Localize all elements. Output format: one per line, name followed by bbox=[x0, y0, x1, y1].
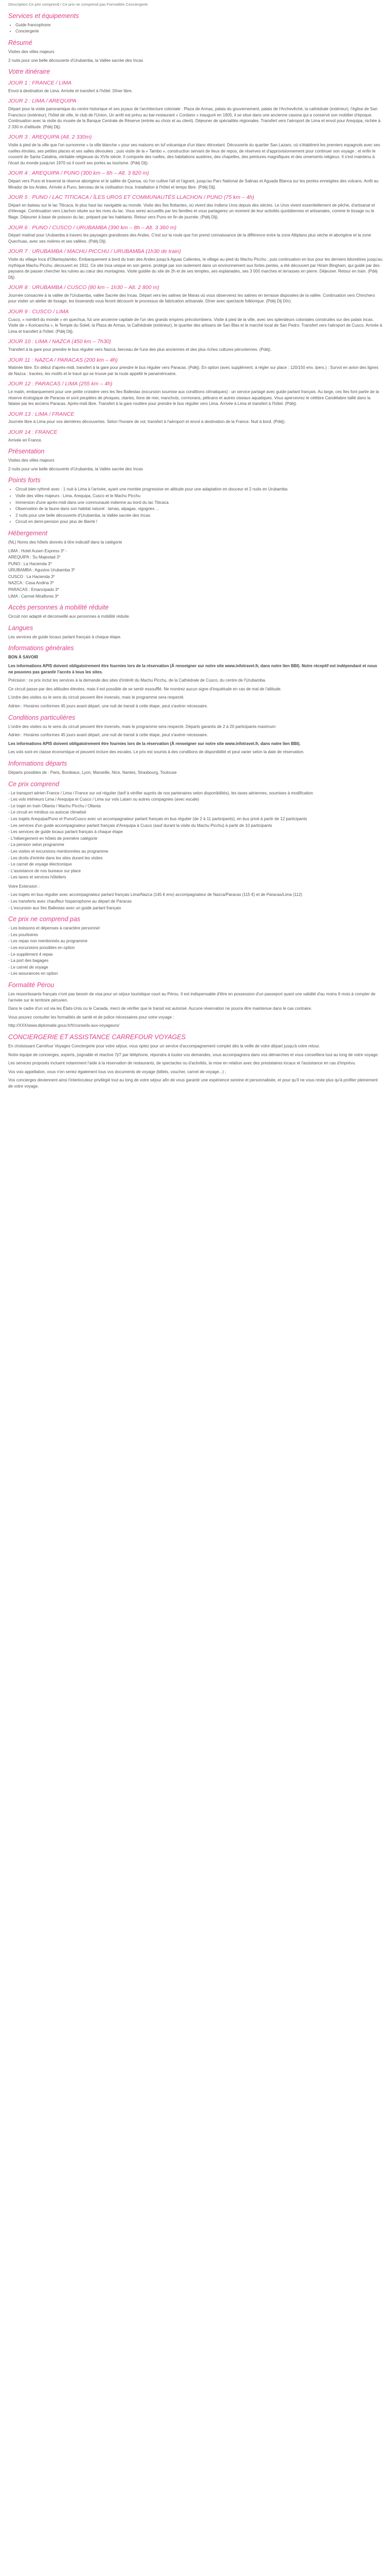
infos-generales-paragraph: Les informations APIS doivent obligatoirement être fournies lors de la réservation (À renseigner sur notre site www.infotravel.fr, dans notre lien BBI). Notre réceptif est indépendant et nous ne pouvons pas garantir l'accès à tous les sites. bbox=[8, 664, 378, 674]
services-title: Services et équipements bbox=[8, 12, 79, 20]
points-forts-item: • 2 nuits pour une belle découverte d'Urubamba, la Vallée sacrée des Incas bbox=[15, 513, 383, 519]
prix-ne-comprend-item: - Les assurances en option bbox=[8, 971, 58, 976]
day-title: JOUR 7 : URUBAMBA / MACHU PICCHU / URUBAMBA (1h30 de train) bbox=[8, 248, 181, 255]
resume-title: Résumé bbox=[8, 39, 32, 47]
infos-departs-title: Informations départs bbox=[8, 759, 67, 767]
day-text: Visite à pied de la ville que l'on surnomme « la ville blanche » pour ses maisons en tuf volcanique d'un blanc étincelant. Découverte du quartier San Lazaro, où s'établirent les premiers espagnols avec ses ruelles étroites, ses petites places et ses salles dévouées ; puis visite de la « Tambo », construction servant de lieux de repos, de réserves et d'approvisionnement pour continuer son voyage ; et enfin le couvent de Santa Catalina, véritable religieuse du XVIe siècle. Il comporte des ruelles, des habitations austères, des chapelles, des peintures magnifiques et des ornements religieux. Il s'est maintenu à l'écart du monde jusqu'en 1970 où il ouvrit ses portes au tourisme. (Pdéj Dlj). bbox=[8, 143, 380, 165]
prix-ne-comprend-item: - Le carnet de voyage bbox=[8, 964, 48, 970]
prix-comprend-item: - L'hébergement en hôtels de première catégorie bbox=[8, 836, 97, 841]
prix-comprend-item: - Les droits d'entrée dans les sites durant les visites bbox=[8, 855, 103, 860]
prix-comprend-item: - Les services d'un guide accompagnateur parlant français d'Arequipa à Cusco (sauf durant la visite du Machu Picchu) à partir de 10 participants bbox=[8, 823, 272, 828]
prix-comprend-item: - Les trajets Arequipa/Puno et Puno/Cusco avec un accompagnateur parlant français en bus régulier (de 2 à 11 participants), en bus privé à partir de 12 participants bbox=[8, 816, 307, 821]
day-text: Matinée libre. En début d'après-midi, transfert à la gare pour prendre le bus régulier vers Paracas. (Pdéj). En option (avec supplément, à régler sur place : 120/150 env. /pers.) : Survol en avion des lignes de Nazca : tracées, les motifs et le tracé qui se trouve par la route appellé le panaméricaine. bbox=[8, 365, 379, 376]
mobilite-title: Accès personnes à mobilité réduite bbox=[8, 604, 109, 612]
prix-ne-comprend-item: - Les pourboires bbox=[8, 932, 38, 937]
extension-list bbox=[8, 892, 383, 911]
hotel-item: CUSCO : La Hacienda 3* bbox=[8, 574, 55, 579]
extension-item: - Les trajets en bus régulier avec accompagnateur parlant français Lima/Nazca (145 € env) accompagnateur de Nazca/Paracas (115 €) et de Paracas/Lima (112) bbox=[8, 892, 302, 897]
prix-ne-comprend-item: - La port des bagages bbox=[8, 958, 48, 963]
day-title: JOUR 12 : PARACAS / LIMA (255 km – 4h) bbox=[8, 381, 112, 387]
prix-ne-comprend-list bbox=[8, 925, 383, 977]
day-text: Départ vers Puno et traversé la réserve aborigène et le sallée de Quinoa, où l'on cultive l'aïl et l'agrant, jusqu'au Parc National de Salinas et Aguada Blanca sur les pentes enneigées des volcans. Arrêt au Mirador de los Andes. Arrivée à Puno, berceau de la civilisation Inca. Installation à l'hôtel et temps libre. (Pdéj Dlj). bbox=[8, 178, 379, 190]
points-forts-item: • Visite des villes majeurs : Lima, Arequipa, Cusco et le Machu Picchu bbox=[15, 493, 383, 499]
day-title: JOUR 3 : AREQUIPA (Alt. 2 330m) bbox=[8, 134, 92, 141]
day-text: Transfert à la gare pour prendre le bus régulier vers Nazca, berceau de l'une des plus anciennes et des plus riches cultures péruviennes. (Pdéj). bbox=[8, 347, 272, 352]
presentation-title: Présentation bbox=[8, 448, 45, 455]
presentation-line: Visites des villes majeurs bbox=[8, 458, 55, 463]
day-title: JOUR 11 : NAZCA / PARACAS (200 km – 4h) bbox=[8, 357, 118, 363]
hotel-item: NAZCA : Casa Andina 3* bbox=[8, 581, 54, 586]
hotel-item: URUBAMBA : Agustos Urubamba 3* bbox=[8, 568, 75, 573]
hotel-item: AREQUIPA : Su Majestad 3* bbox=[8, 555, 61, 560]
points-forts-item: • Observation de la faune dans son habitat naturel : lamas, alpagas, vigognes ... bbox=[15, 506, 383, 512]
day-text: Envol à destination de Lima. Arrivée et transfert à l'hôtel. Dîner libre. bbox=[8, 88, 133, 93]
conditions-paragraph: Les informations APIS doivent obligatoirement être fournies lors de la réservation (À renseigner sur notre site www.infotravel.fr, dans notre lien BBI). bbox=[8, 741, 301, 746]
day-title: JOUR 5 : PUNO / LAC TITICACA / ÎLES UROS ET COMMUNAUTÉS LLACHON / PUNO (75 km – 4h) bbox=[8, 194, 254, 201]
formalite-paragraph: Vous pouvez consulter les formalités de santé et de police nécessaires pour votre voyage : bbox=[8, 1014, 174, 1020]
prix-comprend-item: - Les visites et excursions mentionnées au programme bbox=[8, 849, 108, 854]
conciergerie-paragraph: En choisissant Carrefour Voyages Conciergerie pour votre séjour, vous optez pour un service d'accompagnement complet dès la veille de votre départ jusqu'à votre retour. bbox=[8, 1043, 320, 1048]
prix-comprend-item: - La pension selon programme bbox=[8, 842, 64, 848]
prix-ne-comprend-title: Ce prix ne comprend pas bbox=[8, 916, 80, 923]
conditions-paragraph: L'ordre des visites ou le sens du circuit peuvent être inversés, mais le programme sera respecté. Départs garantis de 2 à 20 participants maximum bbox=[8, 724, 276, 729]
day-text: Départ en bateau sur le lac Titicaca, le plus haut lac navigable au monde. Visite des îles flottantes, où vivent des Indiens Uros depuis des siècles. Le Uros vivent essentiellement de pêche, d'artisanat et d'élevage. Continuation vers Llachon située sur les rives du lac. Vous serez accueillis par les familles et vous partagerez un moment de leur activités quotidiennes et artisanales, comme le tissage ou le filage. Déjeuner à base de poisson du lac, préparé par les habitants. Retour vers Puno en fin de journée. (Pdéj Dlj). bbox=[8, 202, 375, 219]
day-title: JOUR 10 : LIMA / NAZCA (450 km – 7h30) bbox=[8, 338, 111, 345]
langues-text: Les services de guide locaux parlant français à chaque étape. bbox=[8, 634, 122, 639]
prix-comprend-item: - Les vols intérieurs Lima / Arequipa et Cusco / Lima sur vols Latam ou autres compagnies (avec escale) bbox=[8, 797, 199, 802]
day-text: Journée libre à Lima pour vos dernières découvertes. Selon l'horaire de vol, transfert à l'aéroport et envol à destination de la France. Nuit à bord. (Pdéj). bbox=[8, 419, 286, 425]
day-text: Arrivée en France. bbox=[8, 437, 42, 443]
day-text: Départ matinal pour Urubamba à travers les paysages grandioses des Andes. C'est sur la route que l'on prend connaissance de la différence entre la zone Altiplano plus sèche et aborigène et la zone Quechuas, avec ses rivières et ses vallées. (Pdéj Dlj). bbox=[8, 233, 371, 244]
formalite-title: Formalité Pérou bbox=[8, 981, 54, 989]
conciergerie-paragraph: Notre équipe de concierges, experts, joignable et réactive 7j/7 par téléphone, répondra à toutes vos demandes, vous accompagnera dans vos démarches et vous conseillera tout au long de votre voyage. bbox=[8, 1052, 379, 1057]
presentation-line: 2 nuits pour une belle découverte d'Urubamba, la Vallée sacrée des Incas bbox=[8, 466, 143, 471]
day-text: Journée consacrée à la vallée de l'Urubamba, vallée Sacrée des Incas. Départ vers les salines de Maras où vous observerez les salines en terrasse disposées de la vallée. Continuation vers Chinchero pour visiter un atelier de tissage, les tisserands vous feront découvrir le processus de fabrication artisanale. Dîner avec spectacle folklorique. (Pdéj Dlj Dîn). bbox=[8, 293, 375, 304]
services-item: • Conciergerie bbox=[15, 28, 383, 35]
resume-line: Visites des villes majeurs bbox=[8, 49, 55, 55]
day-text: Visite du village Inca d'Ollantaytambo. Embarquement à bord du train des Andes jusqu'à Aguas Calientes, le village au pied du Machu Picchu ; puis continuation en bus pour les derniers kilomètres jusqu'au mythique Machu Picchu, découvert en 1911. Ce site Inca unique en son genre, protégé par son isolement dans un environnement aux fortes pentes, a été découvert par Hiram Bingham, qui guidé par des paysans de passer chercher les ruines au cœur des montagnes. Visite guidée du site de 2h et de ses temples, ses esplanades, ses 3 000 marches et terrasses en pierre. Déjeuner. Retour en train. (Pdéj Dlj). bbox=[8, 257, 383, 280]
hotel-item: PUNO : La Hacienda 3* bbox=[8, 561, 52, 566]
conditions-paragraph: Adrien : Horaires conformes 45 jours avant départ, une nuit de transit à cette étape, peut s'avérer nécessaire. bbox=[8, 733, 208, 738]
langues-title: Langues bbox=[8, 624, 33, 632]
conciergerie-paragraph: Les services proposés incluent notamment l'aide à la réservation de restaurants, de spectacles ou d'activités, la mise en relation avec des prestataires locaux et l'assistance en cas d'imprévu. bbox=[8, 1061, 356, 1066]
points-forts-item: • Circuit bien rythmé avec : 1 nuit à Lima à l'arrivée, ayant une montée progressive en altitude pour une adaptation en douceur et 2 nuits en Urubamba bbox=[15, 486, 383, 493]
prix-comprend-item: - Le carnet de voyage électronique bbox=[8, 862, 72, 867]
points-forts-list bbox=[8, 486, 383, 525]
conciergerie-paragraph: Vos voix appellation, vous n'en seriez également tous vos documents de voyage (billets, voucher, carnet de voyage...) ; bbox=[8, 1069, 226, 1074]
prix-ne-comprend-item: - Le supplément 4 repas bbox=[8, 952, 53, 957]
day-title: JOUR 1 : FRANCE / LIMA bbox=[8, 80, 72, 87]
prix-comprend-item: - Les taxes et services hôteliers bbox=[8, 875, 67, 880]
top-nav-line[interactable]: Description Ce prix comprend / Ce prix ne comprend pas Formalités Conciergerie bbox=[8, 2, 148, 7]
points-forts-item: • Circuit en demi-pension pour plus de liberté ! bbox=[15, 519, 383, 525]
resume-line: 2 nuits pour une belle découverte d'Urubamba, la Vallée sacrée des Incas bbox=[8, 58, 143, 63]
infos-generales-paragraph: Précision : ce prix inclut les services à la demande des sites d'intérêt du Machu Picchu, de la Cathédrale de Cusco, du centre de l'Urubamba. bbox=[8, 678, 266, 683]
day-title: JOUR 9 : CUSCO / LIMA bbox=[8, 309, 69, 315]
infos-departs-text: Départs possibles de : Paris, Bordeaux, Lyon, Marseille, Nice, Nantes, Strasbourg, Toulouse bbox=[8, 770, 177, 775]
day-title: JOUR 13 : LIMA / FRANCE bbox=[8, 411, 74, 417]
infos-generales-paragraph: Adrien : Horaires conformes 45 jours avant départ, une nuit de transit à cette étape, peut s'avérer nécessaire. bbox=[8, 704, 208, 708]
conciergerie-title: CONCIERGERIE ET ASSISTANCE CARREFOUR VOYAGES bbox=[8, 1033, 186, 1041]
prix-comprend-item: - Le circuit en minibus ou autocar climatisé bbox=[8, 810, 87, 815]
hotel-item: LIMA : Carmel Miraflores 3* bbox=[8, 594, 59, 599]
infos-generales-paragraph: Ce circuit passe par des altitudes élevées, mais il est possible de se sentir essoufflé. Ne montrez aucun signe d'inquiétude en cas de mal de l'altitude. bbox=[8, 686, 282, 691]
hotel-list bbox=[8, 548, 383, 600]
prix-comprend-item: - Le trajet en train Ollanta / Machu Picchu / Ollanta bbox=[8, 803, 101, 808]
formalite-paragraph: Dans le cadre d'un vol via les États-Unis ou le Canada, merci de vérifier que le transit est autorisé. Aucune réservation ne pourra être maintenue dans le cas contraire. bbox=[8, 1006, 312, 1011]
infos-generales-subtitle: BON À SAVOIR bbox=[8, 655, 39, 660]
day-title: JOUR 14 : FRANCE bbox=[8, 429, 58, 435]
prix-comprend-item: - L'assistance de nos bureaux sur place bbox=[8, 868, 81, 873]
day-text: Départ pour la visite panoramique du centre historique et ses joyaux de l'architecture coloniale : Plaza de Armas, palais du gouvernement, palais de l'Archevêché, la cathédrale (extérieur), l'église de San Francisco (extérieur), l'hôtel de ville, le club de l'Union, Un arrêt est prévu au bar-restaurant « Cordano » inauguré en 1905, il se situe dans une ancienne casona qui a conservé son mobilier d'époque. Continuation avec la visite du musée de la Banque Centrale de Réserve (entrée au choix et au client). Déjeuner de spécialités régionales. Transfert vers l'aéroport de Lima et envol pour Arequipa, nichée à 2 330 m d'altitude. (Pdéj Dlj). bbox=[8, 107, 381, 129]
day-title: JOUR 6 : PUNO / CUSCO / URUBAMBA (390 km – 8h – Alt. 3 360 m) bbox=[8, 224, 176, 231]
formalite-link[interactable]: http://XXX/www.diplomatie.gouv.fr/fr/conseils-aux-voyageurs/ bbox=[8, 1023, 120, 1028]
infos-generales-title: Informations générales bbox=[8, 645, 74, 652]
hebergement-intro: (NL) Noms des hôtels donnés à titre indicatif dans la catégorie bbox=[8, 539, 122, 545]
day-text: Le matin, embarquement pour une petite croisière vers les îles Ballestas (excursion soumise aux conditions climatiques) : un service partagé avec guide parlant français. Au large, ces îles font partie de la réserve écologique de Paracas et sont peuplées de phoques, otaries, lions de mer, manchots, cormorans, pélicans et autres oiseaux aquatiques. Vous apercevrez le célèbre Candélabre taillé dans la falaise par les anciens Paracas. Après-midi libre. Transfert à la gare routière pour prendre le bus régulier vers Lima. Arrivée à Lima et transfert à l'hôtel. (Pdéj). bbox=[8, 389, 379, 406]
prix-ne-comprend-item: - Les boissons et dépenses à caractère personnel bbox=[8, 926, 100, 931]
prix-ne-comprend-item: - Les excursions possibles en option bbox=[8, 945, 75, 951]
itinerary-title: Votre itinéraire bbox=[8, 68, 50, 76]
hebergement-title: Hébergement bbox=[8, 529, 47, 537]
infos-generales-paragraph: L'ordre des visites ou le sens du circuit peuvent être inversés, mais le programme sera respecté. bbox=[8, 695, 185, 700]
prix-ne-comprend-item: - Les repas non mentionnés au programme bbox=[8, 939, 88, 944]
formalite-paragraph: Les ressortissants français n'ont pas besoin de visa pour un séjour touristique court au Pérou. Il est indispensable d'être en possession d'un passeport ayant une validité d'au moins 6 mois à compter de l'arrivée sur le territoire péruvien. bbox=[8, 992, 376, 1003]
conditions-title: Conditions particulières bbox=[8, 714, 75, 721]
prix-comprend-item: - Le transport aérien France / Lima / France sur vol régulier (tarif à vérifier auprès de nos partenaires selon disponibilités), les taxes aériennes, soumises à modification bbox=[8, 790, 313, 795]
services-item: • Guide francophone bbox=[15, 22, 383, 28]
mobilite-text: Circuit non adapté et déconseillé aux personnes à mobilité réduite. bbox=[8, 614, 131, 619]
services-list bbox=[8, 22, 383, 35]
day-text: Cusco, « nombril du monde » en quechua, fut une ancienne capitale de l'un des grands empires précolombiens. Visite à pied de la ville, avec ses splendeurs coloniales construites sur des palais incas. Visite de « Koricancha », le Temple du Soleil, la Plaza de Armas, la Cathédrale (extérieur), le quartier des artisans de San Blas et le marché local de San Pedro. Transfert vers l'aéroport de Cusco. Arrivée à Lima et transfert à l'hôtel. (Pdéj Dlj). bbox=[8, 317, 382, 334]
day-title: JOUR 2 : LIMA / AREQUIPA bbox=[8, 98, 77, 105]
extension-item: - Les transferts avec chauffeur hispanophone au départ de Paracas bbox=[8, 899, 132, 904]
conciergerie-paragraph: Vos concierges deviennent ainsi l'interlocuteur privilégié tout au long de votre séjour afin de vous garantir une expérience sereine et personnalisée, et pour qu'il ne vous reste plus qu'à profiter pleinement de votre voyage. bbox=[8, 1078, 378, 1089]
page bbox=[0, 0, 391, 1097]
day-title: JOUR 8 : URUBAMBA / CUSCO (80 km – 1h30 – Alt. 2 800 m) bbox=[8, 284, 159, 291]
hotel-item: PARACAS : Emancipado 3* bbox=[8, 587, 59, 592]
prix-comprend-list bbox=[8, 790, 383, 880]
conditions-paragraph: Les vols sont en classe économique et peuvent inclure des escales. Le prix est soumis à des conditions de disponibilité et peut varier selon la date de réservation. bbox=[8, 750, 305, 755]
day-title: JOUR 4 : AREQUIPA / PUNO (300 km – 6h – Alt. 3 820 m) bbox=[8, 170, 149, 177]
points-forts-item: • Immersion d'une après-midi dans une communauté indienne au bord du lac Titicaca bbox=[15, 500, 383, 506]
extension-title: Votre Extension : bbox=[8, 884, 40, 889]
hotel-item: LIMA : Hotel Ausen Express 3* - bbox=[8, 548, 67, 553]
extension-item: - L'excursion aux îles Ballestas avec un guide parlant français bbox=[8, 905, 121, 910]
prix-comprend-item: - Les services de guide locaux parlant français à chaque étape bbox=[8, 829, 123, 835]
points-forts-title: Points forts bbox=[8, 477, 41, 484]
prix-comprend-title: Ce prix comprend bbox=[8, 780, 59, 788]
